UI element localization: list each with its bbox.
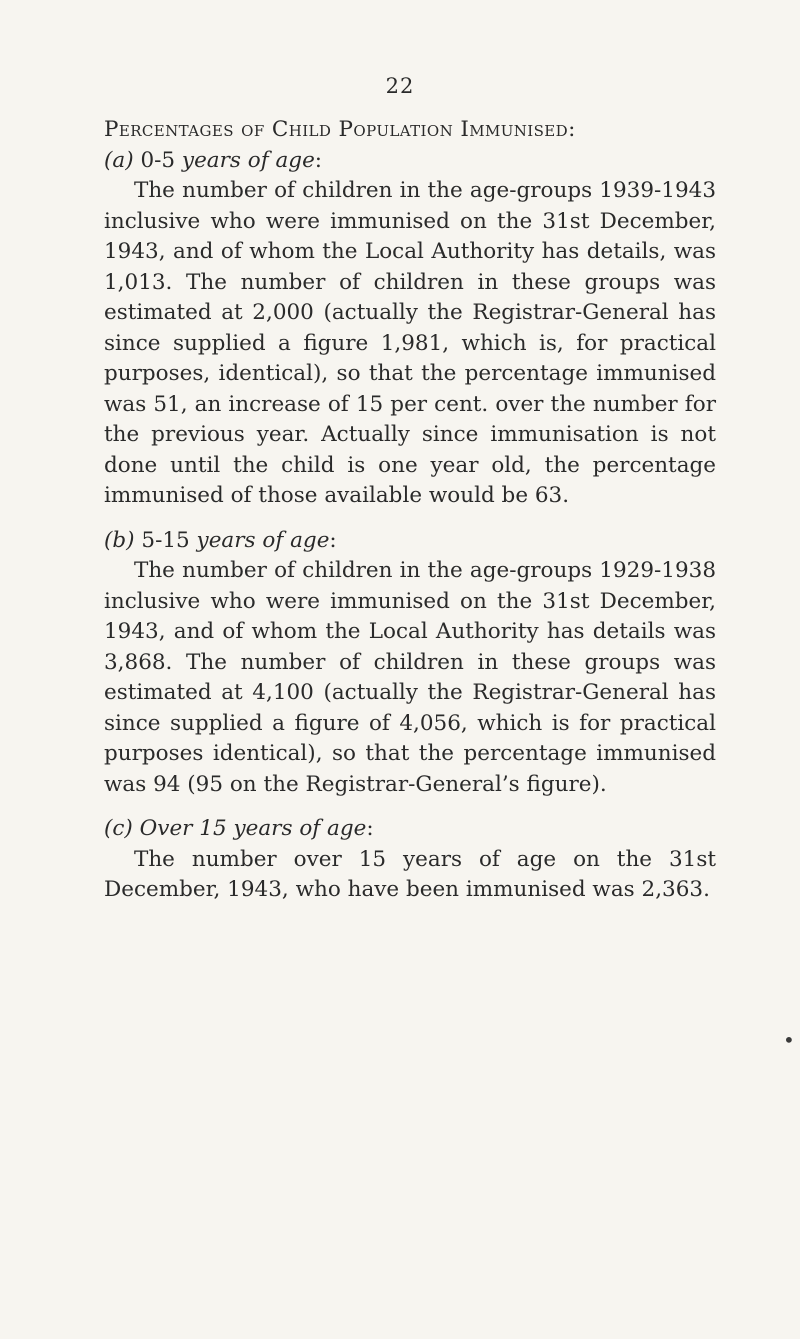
section-b-label: (b) — [104, 527, 135, 553]
page-heading: Percentages of Child Population Immunised: — [104, 117, 576, 142]
section-c-title: years of age — [233, 816, 367, 841]
section-b-title: years of age — [196, 527, 330, 553]
section-c — [104, 814, 716, 906]
section-b-range: 5-15 — [141, 527, 190, 553]
section-b-paragraph: The number of children in the age-groups 1929-1938 inclusive who were immunised on the 31st December, 1943, and of whom the Local Authority has details was 3,868. The number of children in these groups was estimated at 4,100 (actually the Registrar-General has since supplied a figure of 4,056, which is for practical purposes identical), so that the percentage immunised was 94 (95 on the Registrar-General’s figure). — [104, 558, 716, 797]
section-a-heading: (a) 0-5 years of age: — [104, 147, 323, 173]
section-a-paragraph: The number of children in the age-groups 1939-1943 inclusive who were immunised on the 31st December, 1943, and of whom the Local Authority has details, was 1,013. The number of children in these groups was estimated at 2,000 (actually the Registrar-General has since supplied a figure 1,981, which is, for practical purposes, identical), so that the percentage immunised was 51, an increase of 15 per cent. over the number for the previous year. Actually since immunisation is not done until the child is one year old, the percentage immunised of those available would be 63. — [104, 178, 716, 508]
section-c-label: (c) — [104, 816, 133, 841]
section-c-paragraph: The number over 15 years of age on the 31st December, 1943, who have been immunised was 2,363. — [104, 846, 716, 902]
section-c-heading: (c) Over 15 years of age: — [104, 816, 374, 841]
section-b — [104, 526, 716, 801]
page-number: 22 — [385, 74, 415, 98]
document-body — [104, 115, 716, 906]
section-a-title: years of age — [181, 147, 315, 173]
ink-mark-icon: • — [783, 1028, 795, 1052]
section-c-range: Over 15 — [139, 816, 227, 841]
section-b-heading: (b) 5-15 years of age: — [104, 527, 337, 553]
section-a — [104, 146, 716, 512]
section-a-label: (a) — [104, 147, 134, 173]
section-a-range: 0-5 — [140, 147, 176, 173]
